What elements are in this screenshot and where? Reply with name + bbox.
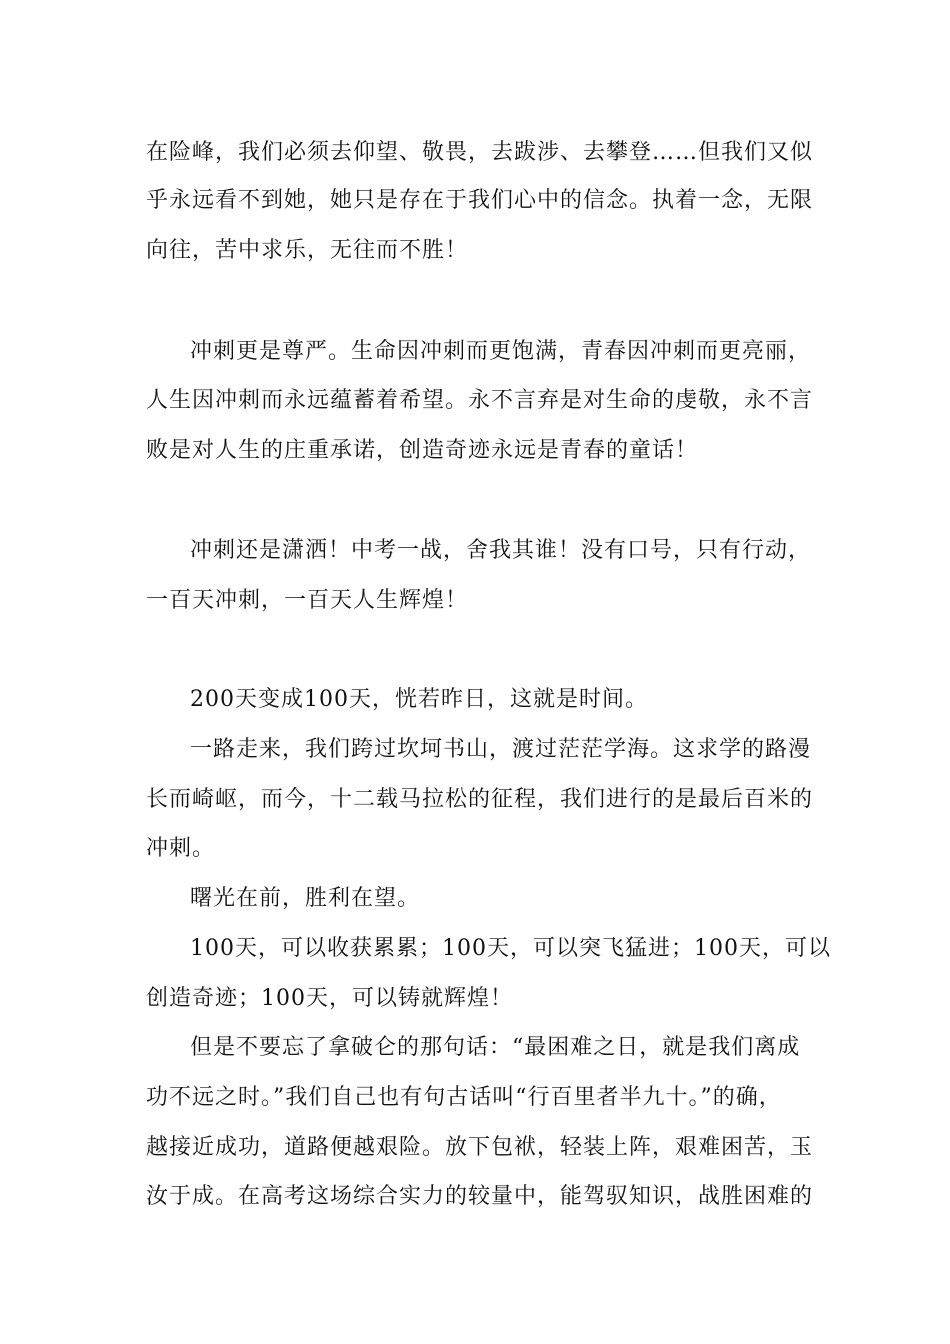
text-line: 在险峰，我们必须去仰望、敬畏，去跋涉、去攀登……但我们又似	[146, 140, 814, 165]
text-line: 越接近成功，道路便越艰险。放下包袱，轻装上阵，艰难困苦，玉	[146, 1135, 814, 1160]
text-line: 冲刺更是尊严。生命因冲刺而更饱满，青春因冲刺而更亮丽，	[190, 339, 812, 364]
text-line: 100天，可以收获累累；100天，可以突飞猛进；100天，可以	[190, 936, 831, 961]
text-line: 人生因冲刺而永远蕴蓄着希望。永不言弃是对生命的虔敬，永不言	[146, 388, 814, 413]
text-line: 汝于成。在高考这场综合实力的较量中，能驾驭知识，战胜困难的	[146, 1184, 814, 1209]
text-line: 冲刺。	[146, 836, 216, 861]
text-line: 一路走来，我们跨过坎坷书山，渡过茫茫学海。这求学的路漫	[190, 737, 812, 762]
text-line: 向往，苦中求乐，无往而不胜！	[146, 238, 469, 263]
text-line: 但是不要忘了拿破仑的那句话：“最困难之日，就是我们离成	[190, 1035, 801, 1060]
text-line: 一百天冲刺，一百天人生辉煌！	[146, 588, 469, 613]
text-line: 长而崎岖，而今，十二载马拉松的征程，我们进行的是最后百米的	[146, 787, 814, 812]
text-line: 曙光在前，胜利在望。	[190, 886, 421, 911]
text-line: 200天变成100天，恍若昨日，这就是时间。	[190, 687, 648, 712]
text-line: 冲刺还是潇洒！中考一战，舍我其谁！没有口号，只有行动，	[190, 538, 812, 563]
text-line: 功不远之时。”我们自己也有句古话叫“行百里者半九十。”的确，	[146, 1085, 782, 1110]
text-line: 乎永远看不到她，她只是存在于我们心中的信念。执着一念，无限	[146, 188, 814, 213]
text-line: 创造奇迹；100天，可以铸就辉煌！	[146, 986, 513, 1011]
text-line: 败是对人生的庄重承诺，创造奇迹永远是青春的童话！	[146, 438, 699, 463]
